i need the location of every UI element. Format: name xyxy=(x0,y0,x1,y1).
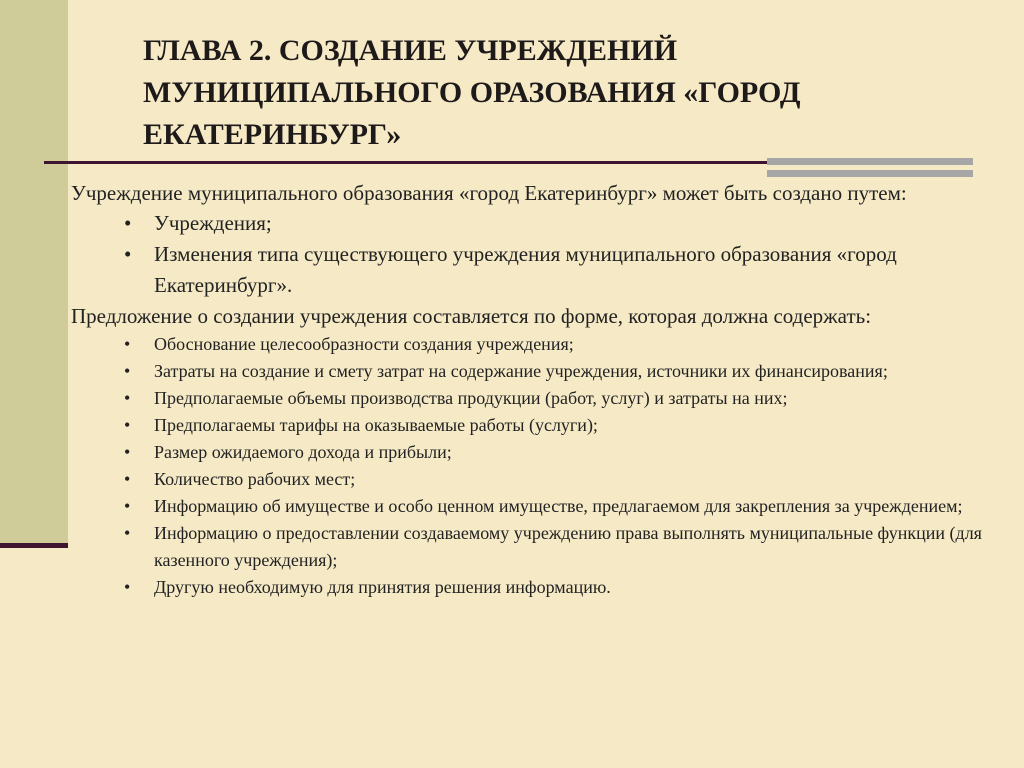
list-item: • Информацию о предоставлении создаваемому учреждению права выполнять муниципальные функции (для казенного учреждения); xyxy=(71,520,1001,574)
bullet-icon: • xyxy=(124,242,132,266)
list-item: • Размер ожидаемого дохода и прибыли; xyxy=(71,439,1001,466)
bullet-icon: • xyxy=(124,523,131,543)
bullet-icon: • xyxy=(124,442,131,462)
bullet-icon: • xyxy=(124,361,131,381)
left-band-rule xyxy=(0,543,68,548)
ways-list xyxy=(71,208,1001,301)
list-item: • Изменения типа существующего учреждения муниципального образования «город Екатеринбург». xyxy=(71,239,1001,301)
list-item: • Количество рабочих мест; xyxy=(71,466,1001,493)
left-decorative-band xyxy=(0,0,68,548)
contents-list xyxy=(71,331,1001,601)
list-item: • Учреждения; xyxy=(71,208,1001,239)
bullet-icon: • xyxy=(124,211,132,235)
list-item: • Обоснование целесообразности создания учреждения; xyxy=(71,331,1001,358)
bullet-icon: • xyxy=(124,496,131,516)
bullet-icon: • xyxy=(124,388,131,408)
proposal-paragraph: Предложение о создании учреждения составляется по форме, которая должна содержать: xyxy=(71,304,872,328)
bullet-icon: • xyxy=(124,577,131,597)
bullet-icon: • xyxy=(124,469,131,489)
slide-title: ГЛАВА 2. СОЗДАНИЕ УЧРЕЖДЕНИЙ МУНИЦИПАЛЬНОГО ОРАЗОВАНИЯ «ГОРОД ЕКАТЕРИНБУРГ» xyxy=(143,34,801,151)
list-item: • Информацию об имуществе и особо ценном имуществе, предлагаемом для закрепления за учреждением; xyxy=(71,493,1001,520)
list-item: • Предполагаемы тарифы на оказываемые работы (услуги); xyxy=(71,412,1001,439)
accent-bar-top xyxy=(767,158,973,165)
slide-body xyxy=(71,178,1001,601)
list-item: • Затраты на создание и смету затрат на содержание учреждения, источники их финансирования; xyxy=(71,358,1001,385)
list-item: • Другую необходимую для принятия решения информацию. xyxy=(71,574,1001,601)
intro-paragraph: Учреждение муниципального образования «город Екатеринбург» может быть создано путем: xyxy=(71,181,907,205)
bullet-icon: • xyxy=(124,334,131,354)
bullet-icon: • xyxy=(124,415,131,435)
accent-bar-bottom xyxy=(767,170,973,177)
list-item: • Предполагаемые объемы производства продукции (работ, услуг) и затраты на них; xyxy=(71,385,1001,412)
